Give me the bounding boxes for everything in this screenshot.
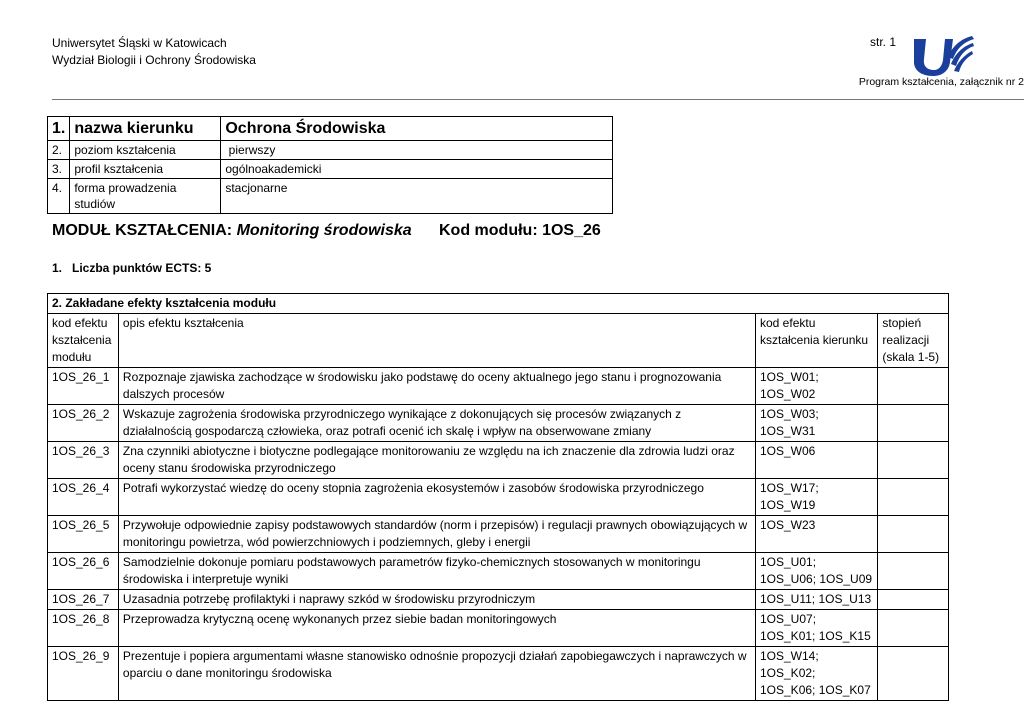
module-title-prefix: MODUŁ KSZTAŁCENIA: — [52, 222, 237, 239]
outcomes-body — [48, 368, 949, 701]
realization-level — [878, 368, 949, 405]
module-effect-code: 1OS_26_1 — [48, 368, 119, 405]
module-effect-code: 1OS_26_8 — [48, 610, 119, 647]
effect-description: Prezentuje i popiera argumentami własne stanowisko odnośnie propozycji działań zapobiegawczych i naprawczych w oparciu o dane monitoringu środowiska — [118, 647, 755, 701]
module-code: Kod modułu: 1OS_26 — [439, 222, 601, 239]
row-number: 2. — [48, 141, 70, 160]
realization-level — [878, 647, 949, 701]
row-value: Ochrona Środowiska — [221, 117, 613, 141]
column-header: stopień realizacji (skala 1-5) — [878, 314, 949, 368]
ects-points: 1. Liczba punktów ECTS: 5 — [52, 261, 212, 275]
table-row — [48, 141, 613, 160]
effect-description: Samodzielnie dokonuje pomiaru podstawowych parametrów fizyko-chemicznych stosowanych w monitoringu środowiska i interpretuje wyniki — [118, 553, 755, 590]
table-row — [48, 368, 949, 405]
table-row — [48, 590, 949, 610]
table-row — [48, 405, 949, 442]
realization-level — [878, 405, 949, 442]
effect-description: Potrafi wykorzystać wiedzę do oceny stopnia zagrożenia ekosystemów i zasobów środowiska przyrodniczego — [118, 479, 755, 516]
learning-outcomes-table — [47, 293, 949, 701]
row-number: 3. — [48, 160, 70, 179]
effect-description: Wskazuje zagrożenia środowiska przyrodniczego wynikające z dokonujących się procesów związanych z działalnością gospodarczą człowieka, oraz potrafi ocenić ich skalę i wpływ na obserwowane zmiany — [118, 405, 755, 442]
row-number: 4. — [48, 179, 70, 214]
table-caption-row — [48, 294, 949, 314]
row-label: forma prowadzenia studiów — [70, 179, 221, 214]
university-name: Uniwersytet Śląski w Katowicach — [52, 36, 227, 50]
table-header-row — [48, 314, 949, 368]
table-caption: 2. Zakładane efekty kształcenia modułu — [48, 294, 949, 314]
column-header: kod efektu kształcenia kierunku — [756, 314, 878, 368]
direction-effect-code: 1OS_U01; 1OS_U06; 1OS_U09 — [756, 553, 878, 590]
table-row — [48, 117, 613, 141]
effect-description: Uzasadnia potrzebę profilaktyki i naprawy szkód w środowisku przyrodniczym — [118, 590, 755, 610]
module-effect-code: 1OS_26_5 — [48, 516, 119, 553]
page-number: str. 1 — [870, 35, 897, 49]
table-row — [48, 160, 613, 179]
program-info-table — [47, 116, 613, 214]
module-title-name: Monitoring środowiska — [236, 222, 412, 239]
faculty-name: Wydział Biologii i Ochrony Środowiska — [52, 53, 256, 67]
row-value: stacjonarne — [221, 179, 613, 214]
direction-effect-code: 1OS_W03; 1OS_W31 — [756, 405, 878, 442]
realization-level — [878, 590, 949, 610]
direction-effect-code: 1OS_U11; 1OS_U13 — [756, 590, 878, 610]
row-label: profil kształcenia — [70, 160, 221, 179]
realization-level — [878, 442, 949, 479]
document-header — [52, 35, 256, 69]
direction-effect-code: 1OS_W06 — [756, 442, 878, 479]
table-row — [48, 516, 949, 553]
effect-description: Zna czynniki abiotyczne i biotyczne podlegające monitorowaniu ze względu na ich znaczenie dla zdrowia ludzi oraz oceny stanu środowiska przyrodniczego — [118, 442, 755, 479]
table-row — [48, 553, 949, 590]
module-effect-code: 1OS_26_9 — [48, 647, 119, 701]
university-logo-icon — [912, 33, 974, 77]
row-value: ogólnoakademicki — [221, 160, 613, 179]
realization-level — [878, 516, 949, 553]
realization-level — [878, 553, 949, 590]
table-row — [48, 442, 949, 479]
direction-effect-code: 1OS_W23 — [756, 516, 878, 553]
header-divider — [52, 99, 1024, 100]
module-effect-code: 1OS_26_7 — [48, 590, 119, 610]
module-effect-code: 1OS_26_6 — [48, 553, 119, 590]
direction-effect-code: 1OS_W17; 1OS_W19 — [756, 479, 878, 516]
program-note: Program kształcenia, załącznik nr 2 — [858, 76, 1024, 88]
module-effect-code: 1OS_26_3 — [48, 442, 119, 479]
row-label: nazwa kierunku — [70, 117, 221, 141]
effect-description: Przywołuje odpowiednie zapisy podstawowych standardów (norm i przepisów) i regulacji prawnych obowiązujących w monitoringu powietrza, wód powierzchniowych i podziemnych, gleby i energii — [118, 516, 755, 553]
table-row — [48, 479, 949, 516]
direction-effect-code: 1OS_W01; 1OS_W02 — [756, 368, 878, 405]
effect-description: Rozpoznaje zjawiska zachodzące w środowisku jako podstawę do oceny aktualnego jego stanu i prognozowania dalszych procesów — [118, 368, 755, 405]
realization-level — [878, 479, 949, 516]
column-header: kod efektu kształcenia modułu — [48, 314, 119, 368]
direction-effect-code: 1OS_U07; 1OS_K01; 1OS_K15 — [756, 610, 878, 647]
table-row — [48, 179, 613, 214]
row-number: 1. — [48, 117, 70, 141]
table-row — [48, 610, 949, 647]
realization-level — [878, 610, 949, 647]
column-header: opis efektu kształcenia — [118, 314, 755, 368]
table-row — [48, 647, 949, 701]
effect-description: Przeprowadza krytyczną ocenę wykonanych przez siebie badan monitoringowych — [118, 610, 755, 647]
module-effect-code: 1OS_26_4 — [48, 479, 119, 516]
module-effect-code: 1OS_26_2 — [48, 405, 119, 442]
direction-effect-code: 1OS_W14; 1OS_K02; 1OS_K06; 1OS_K07 — [756, 647, 878, 701]
module-title — [52, 222, 412, 240]
row-label: poziom kształcenia — [70, 141, 221, 160]
row-value: pierwszy — [221, 141, 613, 160]
